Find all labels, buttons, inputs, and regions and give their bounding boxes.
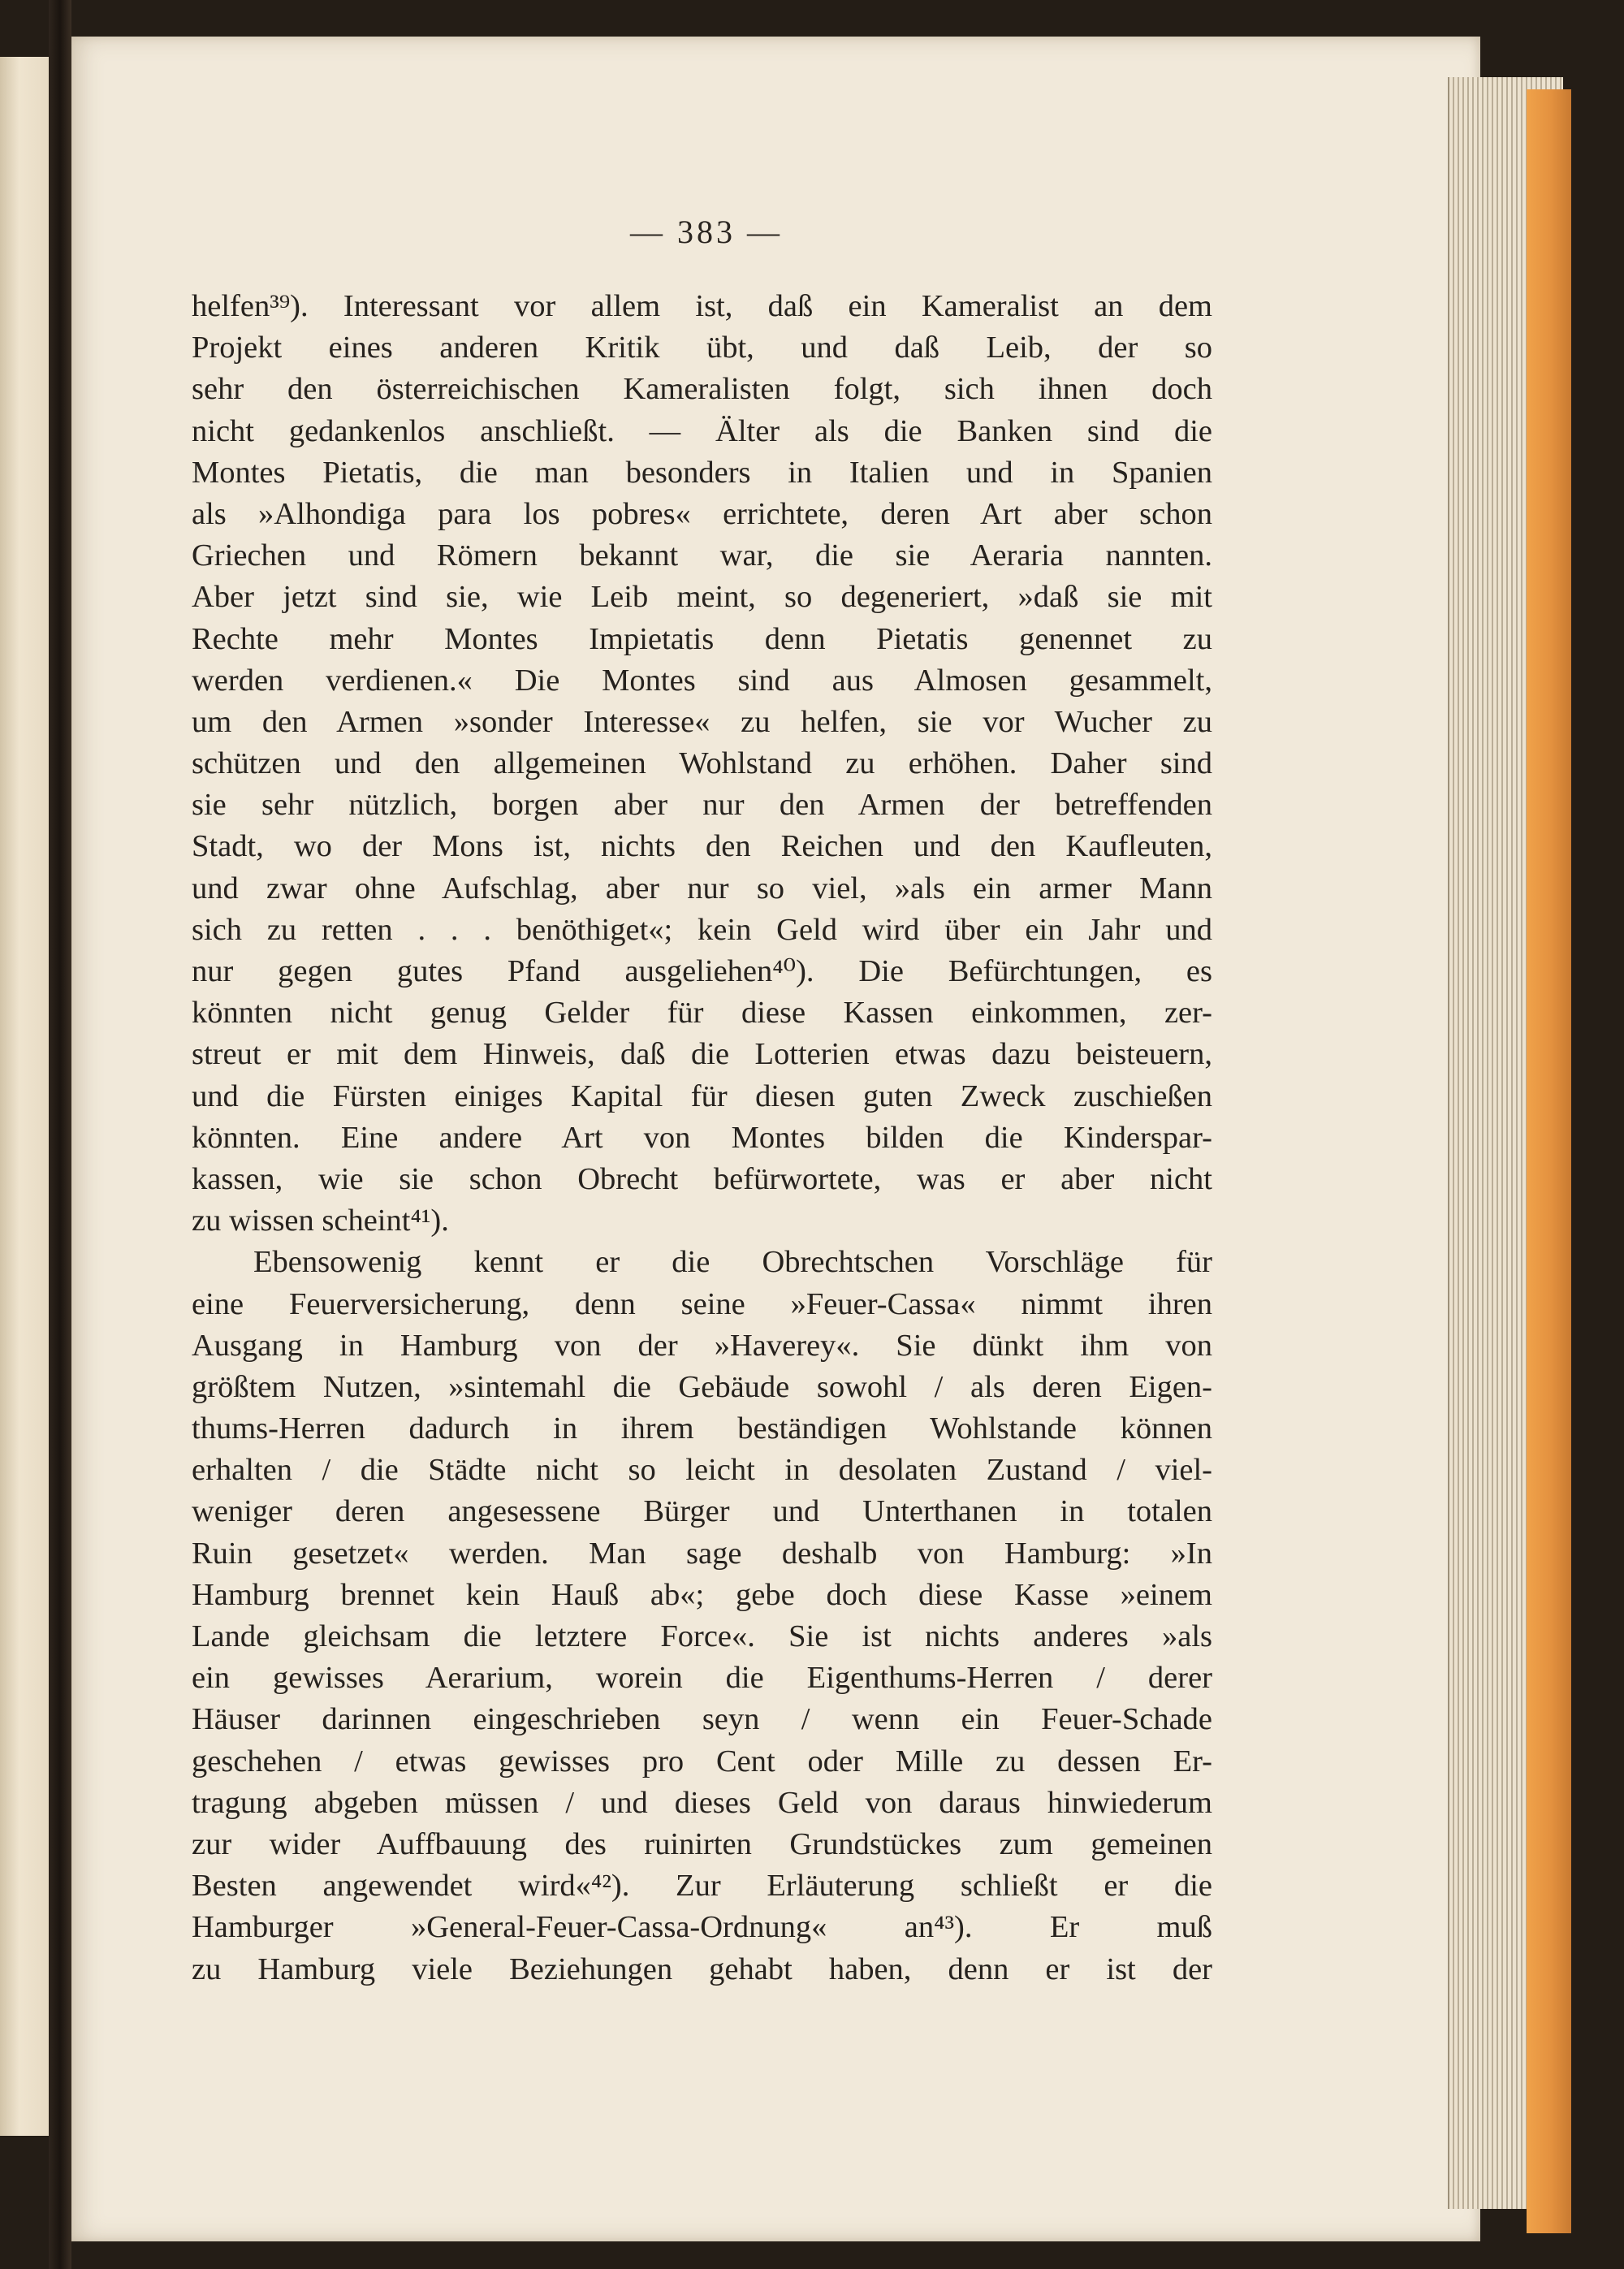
text-line: um den Armen »sonder Interesse« zu helfen, sie vor Wucher zu [192,704,1212,739]
text-line: thums-Herren dadurch in ihrem beständigen Wohlstande können [192,1411,1212,1446]
text-line: sie sehr nützlich, borgen aber nur den Armen der betreffenden [192,788,1212,823]
text-line: könnten. Eine andere Art von Montes bilden die Kinderspar- [192,1120,1212,1155]
text-line: zur wider Auffbauung des ruinirten Grundstückes zum gemeinen [192,1826,1212,1861]
text-line: Rechte mehr Montes Impietatis denn Pietatis genennet zu [192,621,1212,656]
text-line: Aber jetzt sind sie, wie Leib meint, so degeneriert, »daß sie mit [192,580,1212,615]
text-line: Ruin gesetzet« werden. Man sage deshalb von Hamburg: »In [192,1536,1212,1571]
text-line: Häuser darinnen eingeschrieben seyn / wenn ein Feuer-Schade [192,1702,1212,1737]
text-line: Griechen und Römern bekannt war, die sie Aeraria nannten. [192,538,1212,573]
text-line: tragung abgeben müssen / und dieses Geld von daraus hinwiederum [192,1785,1212,1820]
text-line: Projekt eines anderen Kritik übt, und daß Leib, der so [192,331,1212,365]
text-line: kassen, wie sie schon Obrecht befürwortete, was er aber nicht [192,1161,1212,1196]
text-line: schützen und den allgemeinen Wohlstand zu erhöhen. Daher sind [192,746,1212,781]
text-line: größtem Nutzen, »sintemahl die Gebäude sowohl / als deren Eigen- [192,1369,1212,1404]
book-gutter [49,0,71,2269]
text-line: zu Hamburg viele Beziehungen gehabt haben, denn er ist der [192,1951,1212,1986]
text-line: Besten angewendet wird«⁴²). Zur Erläuterung schließt er die [192,1869,1212,1904]
text-line: sehr den österreichischen Kameralisten folgt, sich ihnen doch [192,372,1212,407]
text-line: sich zu retten . . . benöthiget«; kein Geld wird über ein Jahr und [192,912,1212,947]
text-line: und zwar ohne Aufschlag, aber nur so viel, »als ein armer Mann [192,871,1212,905]
text-line: helfen³⁹). Interessant vor allem ist, daß ein Kameralist an dem [192,289,1212,323]
text-line: als »Alhondiga para los pobres« errichtete, deren Art aber schon [192,496,1212,531]
text-line: streut er mit dem Hinweis, daß die Lotterien etwas dazu beisteuern, [192,1037,1212,1072]
text-line: zu wissen scheint⁴¹). [192,1204,449,1238]
left-page-edge [0,57,51,2136]
text-line: nicht gedankenlos anschließt. — Älter als die Banken sind die [192,413,1212,448]
text-line: und die Fürsten einiges Kapital für diesen guten Zweck zuschießen [192,1078,1212,1113]
text-line: ein gewisses Aerarium, worein die Eigenthums-Herren / derer [192,1661,1212,1696]
text-line: erhalten / die Städte nicht so leicht in desolaten Zustand / viel- [192,1453,1212,1488]
text-line: könnten nicht genug Gelder für diese Kassen einkommen, zer- [192,996,1212,1031]
text-line: Hamburger »General-Feuer-Cassa-Ordnung« an⁴³). Er muß [192,1910,1212,1945]
paragraph-1 [192,286,1212,1242]
text-line: werden verdienen.« Die Montes sind aus Almosen gesammelt, [192,663,1212,698]
body-text [192,286,1212,1990]
text-line: Hamburg brennet kein Hauß ab«; gebe doch diese Kasse »einem [192,1577,1212,1612]
orange-cover-edge [1527,89,1571,2233]
paragraph-2 [192,1242,1212,1990]
text-line: Montes Pietatis, die man besonders in Italien und in Spanien [192,455,1212,490]
text-line: geschehen / etwas gewisses pro Cent oder Mille zu dessen Er- [192,1744,1212,1778]
page-number: — 383 — [630,214,783,250]
text-line: Stadt, wo der Mons ist, nichts den Reichen und den Kaufleuten, [192,829,1212,864]
text-line: Ausgang in Hamburg von der »Haverey«. Sie dünkt ihm von [192,1328,1212,1363]
text-line: nur gegen gutes Pfand ausgeliehen⁴⁰). Die Befürchtungen, es [192,954,1212,988]
text-line: eine Feuerversicherung, denn seine »Feuer-Cassa« nimmt ihren [192,1286,1212,1321]
text-line: Ebensowenig kennt er die Obrechtschen Vorschläge für [253,1245,1212,1280]
text-line: weniger deren angesessene Bürger und Unterthanen in totalen [192,1494,1212,1529]
text-line: Lande gleichsam die letztere Force«. Sie ist nichts anderes »als [192,1619,1212,1653]
